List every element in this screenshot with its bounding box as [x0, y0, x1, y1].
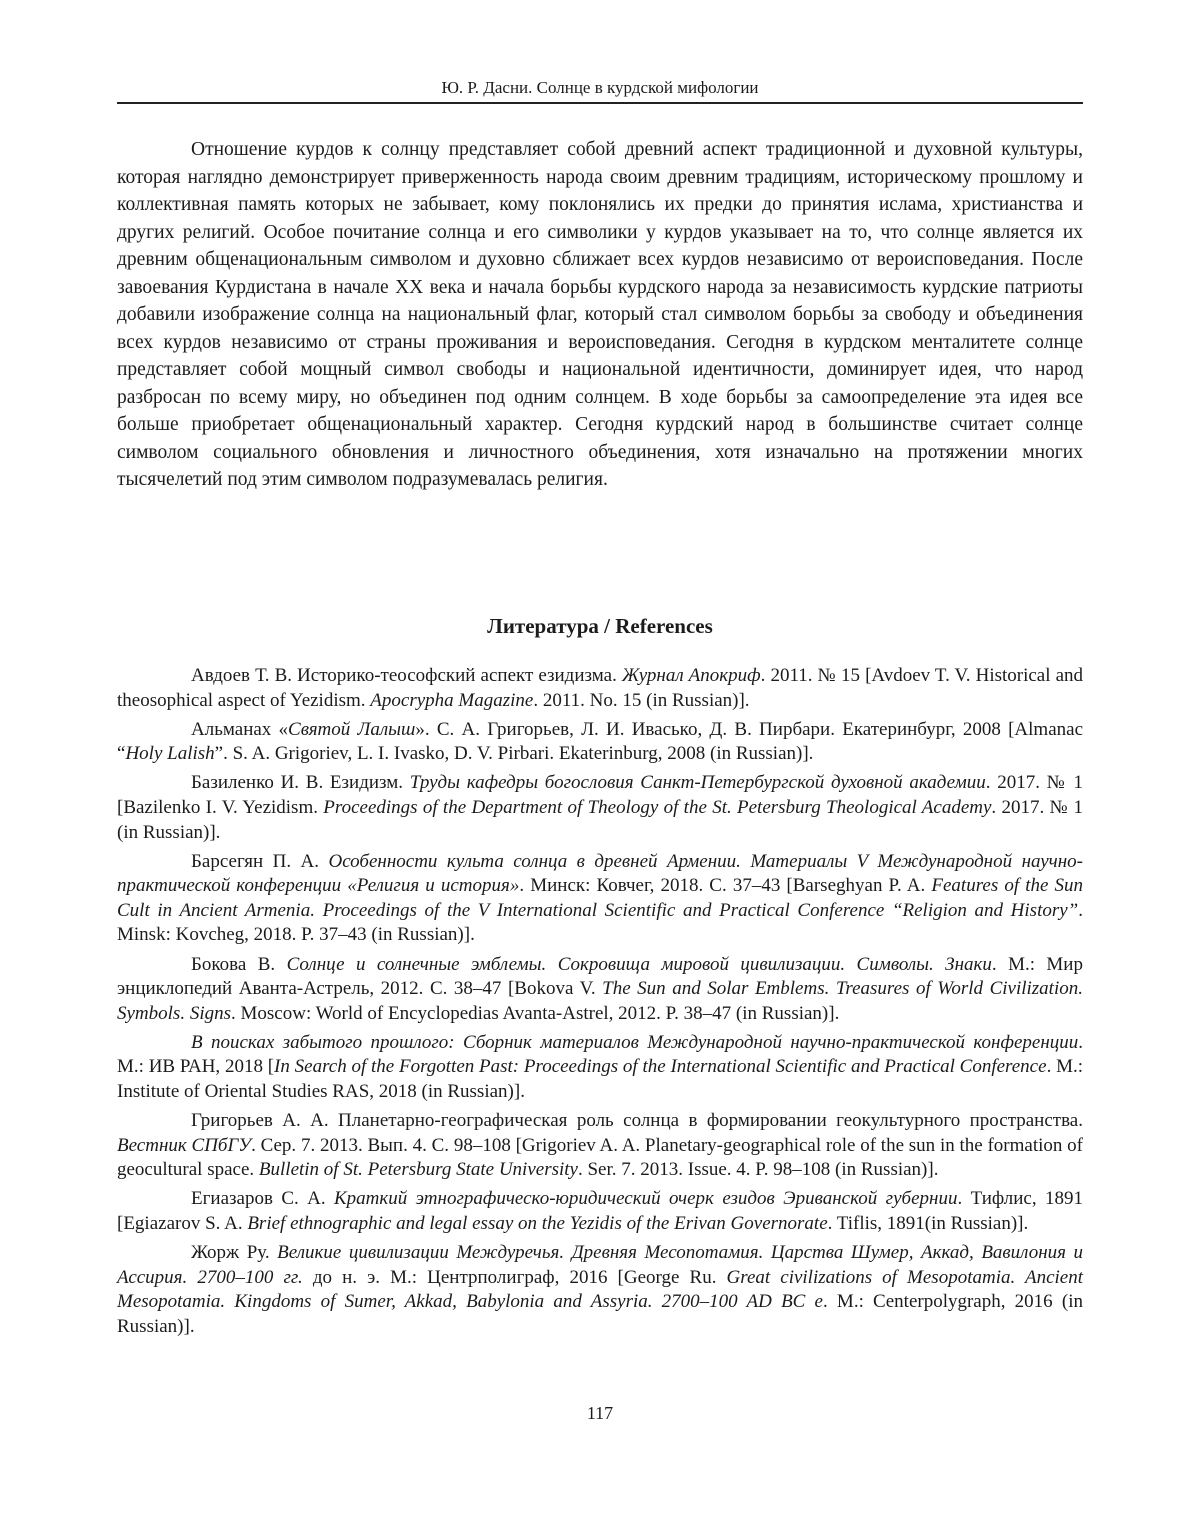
reference-title: Brief ethnographic and legal essay on the Yezidis of the Erivan Governorate: [247, 1212, 828, 1234]
reference-title: Proceedings of the Department of Theology of the St. Petersburg Theological Academy: [323, 796, 992, 818]
reference-title: В поисках забытого прошлого: Сборник материалов Международной научно-практической конференции: [191, 1031, 1079, 1053]
reference-text: до н. э. М.: Центрполиграф, 2016 [George Ru.: [302, 1266, 727, 1288]
reference-text: . Tiflis, 1891(in Russian)].: [827, 1212, 1029, 1234]
reference-title: Вестник СПбГУ: [117, 1134, 252, 1156]
reference-text: . Сер. 7. 2013. Вып. 4. С. 98–108 [Grigoriev A. A. Planetary-geographical role of the sun in the formation of geocultural space.: [117, 1134, 1083, 1181]
reference-title: Bulletin of St. Petersburg State University: [258, 1159, 578, 1181]
reference-title: Great civilizations of Mesopotamia. Ancient Mesopotamia. Kingdoms of Sumer, Akkad, Babylonia and Assyria. 2700–100 AD BC e: [117, 1266, 1084, 1313]
reference-text: ”. S. A. Grigoriev, L. I. Ivasko, D. V. Pirbari. Ekaterinburg, 2008 (in Russian)].: [214, 743, 814, 765]
reference-item: [117, 1241, 1083, 1339]
reference-item: [117, 664, 1083, 713]
reference-text: Авдоев Т. В. Историко-теософский аспект езидизма.: [191, 665, 622, 686]
reference-text: ». С. А. Григорьев, Л. И. Ивасько, Д. В. Пирбари. Екатеринбург, 2008 [Almanac “: [117, 718, 1084, 765]
reference-item: [117, 850, 1083, 948]
reference-list: [117, 664, 1083, 1344]
reference-text: Жорж Ру.: [191, 1242, 278, 1264]
reference-text: Егиазаров С. А.: [191, 1188, 335, 1210]
reference-title: In Search of the Forgotten Past: Proceedings of the International Scientific and Practical Conference: [274, 1056, 1047, 1078]
reference-text: Григорьев А. А. Планетарно-географическая роль солнца в формировании геокультурного пространства.: [191, 1110, 1083, 1132]
reference-text: . Тифлис, 1891 [Egiazarov S. A.: [117, 1188, 1083, 1234]
reference-text: . M.: Institute of Oriental Studies RAS, 2018 (in Russian)].: [117, 1056, 1084, 1102]
reference-text: . 2017. № 1 (in Russian)].: [117, 796, 1083, 843]
reference-text: Бокова В.: [191, 953, 287, 975]
reference-title: Журнал Апокриф: [621, 665, 761, 686]
reference-title: Солнце и солнечные эмблемы. Сокровища мировой цивилизации. Символы. Знаки: [286, 953, 992, 975]
reference-title: Features of the Sun Cult in Ancient Armenia. Proceedings of the V International Scientific and Practical Conference “Religion and History”: [117, 875, 1084, 921]
reference-text: . Минск: Ковчег, 2018. С. 37–43 [Barseghyan P. A.: [519, 875, 932, 897]
page-number: 117: [586, 1403, 614, 1423]
reference-text: Базиленко И. В. Езидизм.: [191, 772, 410, 794]
reference-title: Великие цивилизации Междуречья. Древняя Месопотамия. Царства Шумер, Аккад, Вавилония и Ассирия. 2700–100 гг.: [117, 1242, 1083, 1288]
reference-title: Святой Лалыш: [288, 718, 416, 740]
reference-title: Труды кафедры богословия Санкт-Петербургской духовной академии: [409, 772, 986, 794]
reference-text: . 2017. № 1 [Bazilenko I. V. Yezidism.: [117, 772, 1084, 818]
reference-item: [117, 1109, 1083, 1183]
reference-text: Барсегян П. А.: [191, 850, 329, 872]
reference-title: Holy Lalish: [125, 743, 215, 765]
reference-item: [117, 771, 1083, 845]
reference-text: . М.: Мир энциклопедий Аванта-Астрель, 2012. С. 38–47 [Bokova V.: [117, 953, 1083, 1000]
reference-text: . Moscow: World of Encyclopedias Avanta-Astrel, 2012. P. 38–47 (in Russian)].: [231, 1002, 840, 1024]
reference-item: [117, 718, 1083, 767]
running-header: Ю. Р. Дасни. Солнце в курдской мифологии: [441, 78, 759, 97]
reference-text: . 2011. No. 15 (in Russian)].: [533, 689, 750, 711]
reference-item: [117, 1031, 1083, 1105]
reference-text: Альманах «: [191, 718, 289, 740]
header-rule: [117, 102, 1083, 104]
reference-text: . M.: Centerpolygraph, 2016 (in Russian)].: [117, 1291, 1083, 1337]
reference-title: Apocrypha Magazine: [370, 689, 534, 711]
reference-text: . М.: ИВ РАН, 2018 [: [117, 1031, 1083, 1078]
reference-title: Особенности культа солнца в древней Армении. Материалы V Международной научно-практической конференции «Религия и история»: [117, 850, 1083, 897]
body-paragraph: Отношение курдов к солнцу представляет собой древний аспект традиционной и духовной культуры, которая наглядно демонстрирует приверженность народа своим древним традициям, историческому прошлому и коллективная память которых не забывает, кому поклонялись их предки до принятия ислама, христианства и других религий. Особое почитание солнца и его символики у курдов указывает на то, что солнце является их древним общенациональным символом и духовно сближает всех курдов независимо от вероисповедания. После завоевания Курдистана в начале XX века и начала борьбы курдского народа за независимость курдские патриоты добавили изображение солнца на национальный флаг, который стал символом борьбы за свободу и объединения всех курдов независимо от страны проживания и вероисповедания. Сегодня в курдском менталитете солнце представляет собой мощный символ свободы и национальной идентичности, доминирует идея, что народ разбросан по всему миру, но объединен под одним солнцем. В ходе борьбы за самоопределение эта идея все больше приобретает общенациональный характер. Сегодня курдский народ в большинстве считает солнце символом социального обновления и личностного объединения, хотя изначально на протяжении многих тысячелетий под этим символом подразумевалась религия.: [117, 139, 1083, 490]
reference-title: Краткий этнографическо-юридический очерк езидов Эриванской губернии: [334, 1188, 958, 1210]
reference-text: . 2011. № 15 [Avdoev T. V. Historical and theosophical aspect of Yezidism.: [117, 665, 1084, 711]
reference-item: [117, 1187, 1083, 1236]
reference-title: The Sun and Solar Emblems. Treasures of World Civilization. Symbols. Signs: [117, 978, 1083, 1024]
references-heading: Литература / References: [487, 614, 713, 638]
reference-item: [117, 953, 1083, 1027]
reference-text: . Ser. 7. 2013. Issue. 4. P. 98–108 (in Russian)].: [577, 1159, 939, 1181]
reference-text: . Minsk: Kovcheg, 2018. P. 37–43 (in Russian)].: [117, 899, 1083, 946]
